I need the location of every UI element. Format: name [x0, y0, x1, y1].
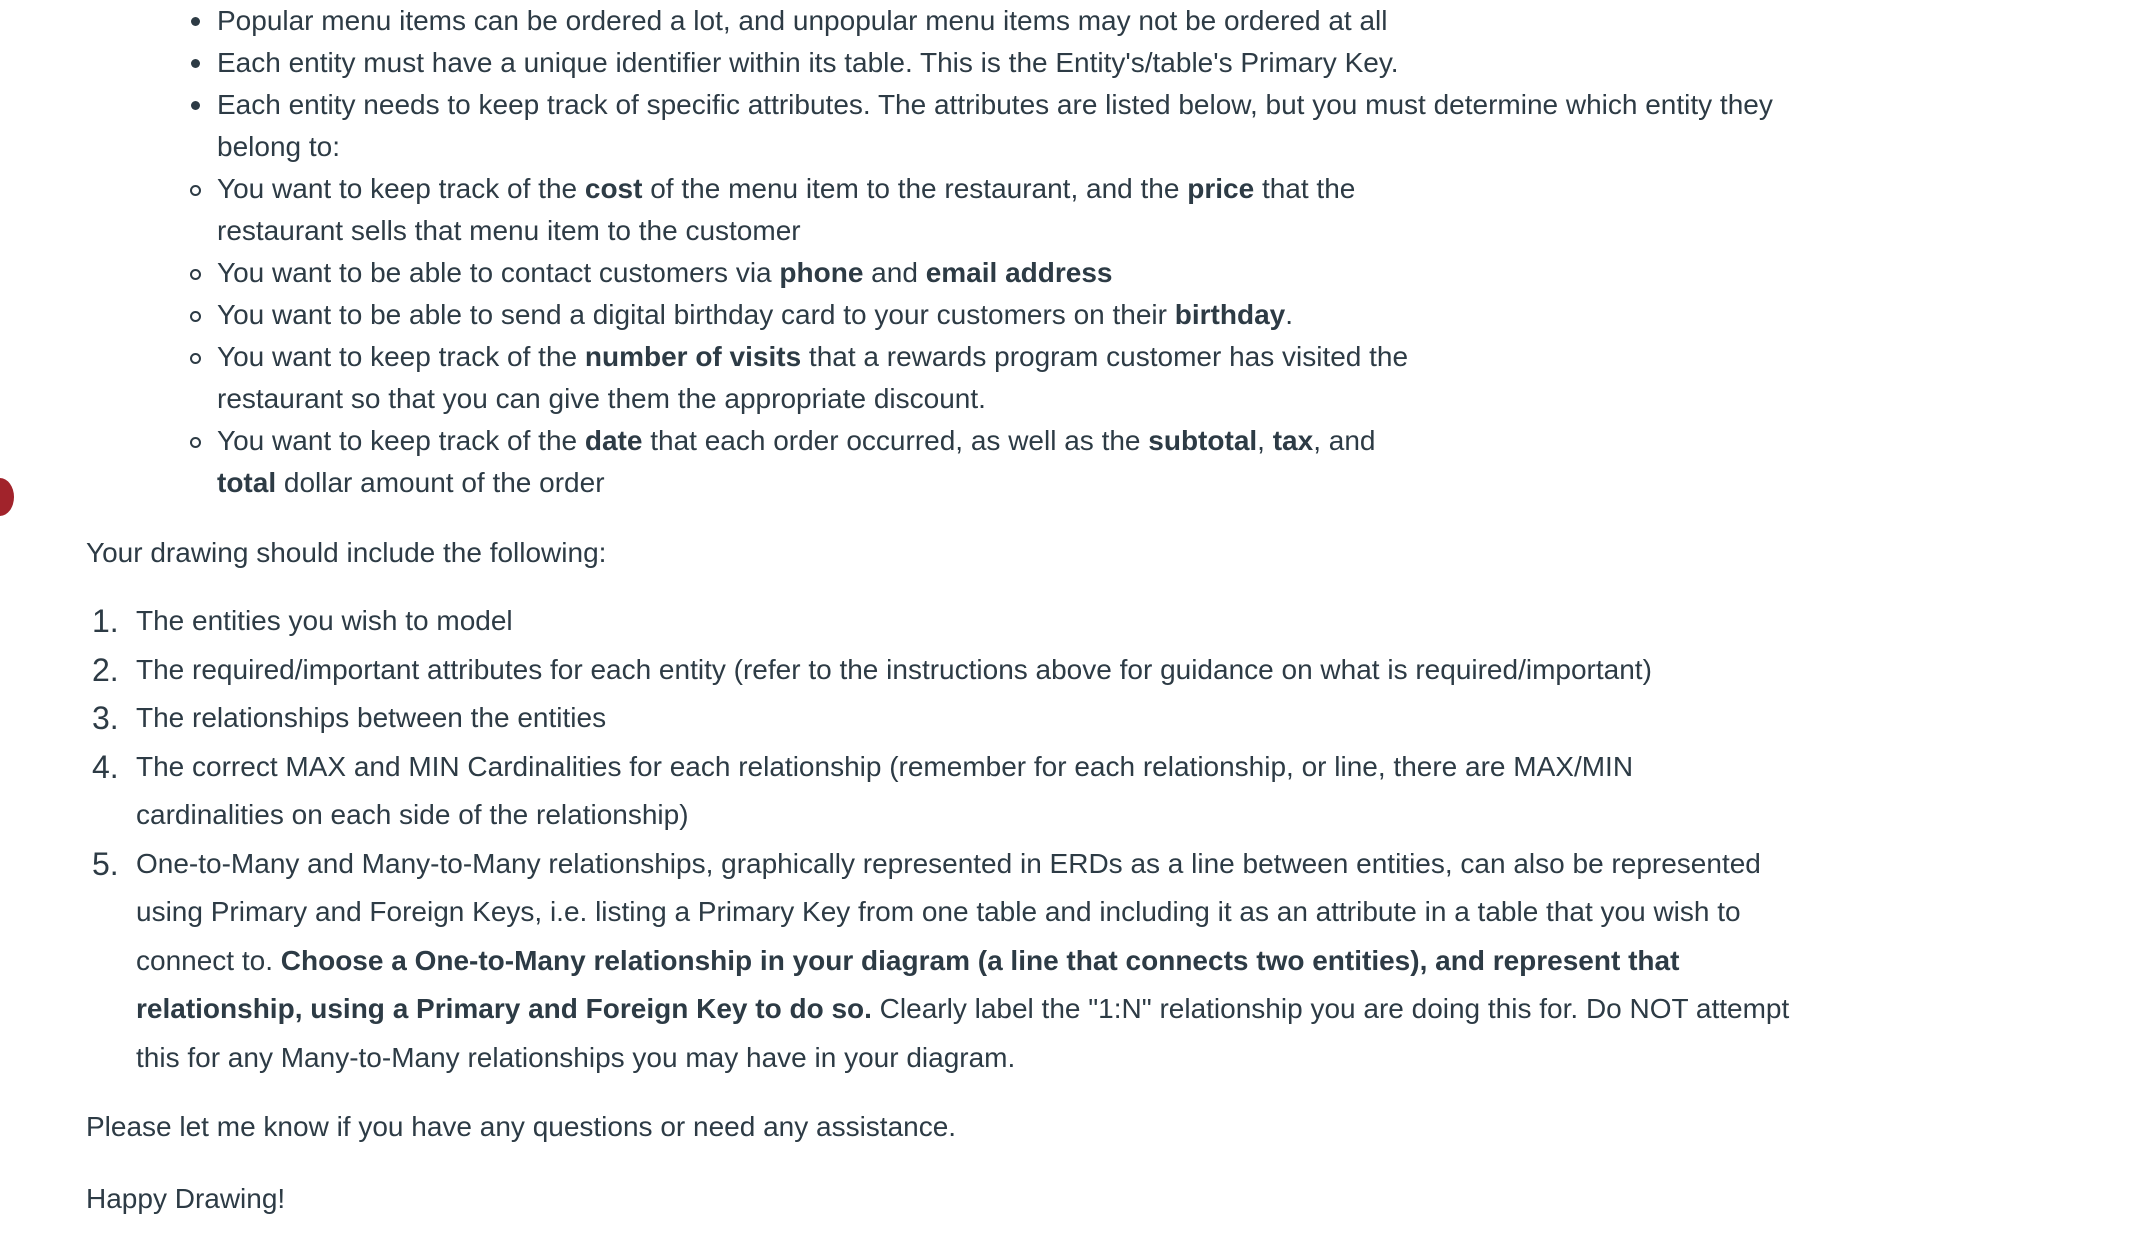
list-item — [217, 42, 1777, 84]
closing-paragraph: Please let me know if you have any questions or need any assistance. — [86, 1111, 957, 1142]
step-text: The entities you wish to model — [136, 605, 513, 636]
step-text: The required/important attributes for each entity (refer to the instructions above for guidance on what is required/important) — [136, 653, 1652, 685]
text-segment: that the restaurant sells that menu item to the customer — [217, 173, 1356, 246]
text-segment: You want to be able to contact customers via — [217, 257, 780, 288]
text-segment: You want to keep track of the — [217, 425, 585, 456]
bold-instruction: Choose a One-to-Many relationship in your diagram (a line that connects two entities), and represent that relationship, using a Primary and Foreign Key to do so. — [136, 944, 1680, 1024]
list-item — [217, 84, 1777, 168]
text-segment: that each order occurred, as well as the — [642, 425, 1149, 456]
bold-term: email address — [925, 257, 1113, 288]
text-segment: that a rewards program customer has visited the restaurant so that you can give them the appropriate discount. — [217, 341, 1409, 414]
bold-term: birthday — [1174, 299, 1286, 330]
side-indicator-dot[interactable] — [0, 478, 14, 516]
assignment-content — [86, 0, 1790, 1220]
text-segment: You want to keep track of the — [217, 341, 585, 372]
list-item — [217, 420, 1417, 504]
list-item — [92, 694, 1796, 743]
attribute-sublist — [217, 168, 1417, 504]
bold-term: cost — [584, 173, 643, 204]
text-segment: , — [1257, 425, 1273, 456]
list-item — [92, 646, 1796, 695]
signoff-paragraph: Happy Drawing! — [86, 1183, 286, 1214]
list-item — [92, 597, 1796, 646]
text-segment: You want to keep track of the — [217, 173, 585, 204]
list-item — [217, 252, 1417, 294]
list-number: 4. — [92, 748, 119, 785]
list-item — [217, 294, 1417, 336]
list-item — [92, 743, 1736, 840]
bold-term: subtotal — [1148, 425, 1258, 456]
step-text: Clearly label the "1:N" relationship you are doing this for. Do NOT attempt this for any Many-to-Many relationships you may have in your diagram. — [136, 993, 1790, 1073]
text-segment: . — [1285, 299, 1294, 330]
text-segment: of the menu item to the restaurant, and the — [642, 173, 1188, 204]
text-segment: dollar amount of the order — [276, 467, 605, 498]
bold-term: tax — [1272, 425, 1314, 456]
step-text: The relationships between the entities — [136, 702, 607, 733]
bullet-list — [217, 0, 1777, 168]
bold-term: date — [584, 425, 643, 456]
bold-term: total — [217, 467, 277, 498]
list-number: 2. — [92, 651, 119, 688]
list-item — [92, 840, 1796, 1083]
step-text: The correct MAX and MIN Cardinalities for each relationship (remember for each relationship, or line, there are MAX/MIN cardinalities on each side of the relationship) — [136, 750, 1634, 830]
numbered-list — [92, 597, 1796, 1082]
bullet-text: Each entity must have a unique identifier within its table. This is the Entity's/table's Primary Key. — [217, 47, 1399, 78]
list-number: 1. — [92, 603, 119, 639]
list-item — [217, 336, 1417, 420]
bullet-text: Each entity needs to keep track of specific attributes. The attributes are listed below, but you must determine which entity they belong to: — [217, 89, 1773, 162]
step-text: One-to-Many and Many-to-Many relationships, graphically represented in ERDs as a line between entities, can also be represented using Primary and Foreign Keys, i.e. listing a Primary Key from one table and including it as an attribute in a table that you wish to connect to. — [136, 847, 1761, 976]
bullet-text: Popular menu items can be ordered a lot, and unpopular menu items may not be ordered at all — [217, 5, 1388, 36]
text-segment: , and — [1313, 425, 1376, 456]
text-segment: You want to be able to send a digital birthday card to your customers on their — [217, 299, 1175, 330]
text-segment: and — [863, 257, 926, 288]
list-item — [217, 168, 1417, 252]
bold-term: number of visits — [584, 341, 802, 372]
list-number: 5. — [92, 845, 119, 882]
bold-term: price — [1187, 173, 1255, 204]
list-item — [217, 0, 1777, 42]
intro-paragraph: Your drawing should include the following: — [86, 537, 607, 568]
bold-term: phone — [779, 257, 864, 288]
list-number: 3. — [92, 700, 119, 736]
